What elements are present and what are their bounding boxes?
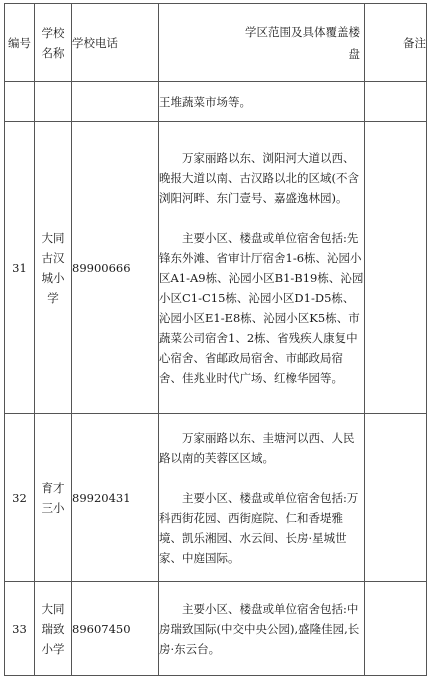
cell-range bbox=[159, 582, 365, 676]
cell-name bbox=[35, 414, 72, 582]
cell-name bbox=[35, 582, 72, 676]
school-name-line: 育才 bbox=[41, 480, 65, 495]
header-phone: 学校电话 bbox=[72, 4, 159, 82]
cell-no: 32 bbox=[5, 414, 35, 582]
school-name-line: 大同 bbox=[41, 230, 65, 245]
cell-range bbox=[159, 414, 365, 582]
range-paragraph: 主要小区、楼盘或单位宿舍包括:中房瑞致国际(中交中央公园),盛隆佳园,长房·东云台。 bbox=[159, 601, 360, 656]
cell-no: 31 bbox=[5, 122, 35, 414]
header-school-name bbox=[35, 4, 72, 82]
cell-no: 33 bbox=[5, 582, 35, 676]
header-range-line: 盘 bbox=[348, 46, 360, 61]
header-note: 备注 bbox=[365, 4, 427, 82]
cell-phone: 89920431 bbox=[72, 414, 159, 582]
table-header-row bbox=[5, 4, 427, 82]
table-row bbox=[5, 414, 427, 582]
table-row bbox=[5, 582, 427, 676]
school-name-line: 古汉 bbox=[41, 250, 65, 265]
school-name-line: 大同 bbox=[41, 601, 65, 616]
table-row bbox=[5, 82, 427, 122]
school-name-line: 小学 bbox=[41, 641, 65, 656]
school-district-table bbox=[4, 3, 427, 676]
cell-note bbox=[365, 582, 427, 676]
header-range-line: 学区范围及具体覆盖楼 bbox=[245, 24, 360, 39]
range-paragraph: 主要小区、楼盘或单位宿舍包括:先锋东外滩、省审计厅宿舍1-6栋、沁园小区A1-A9栋、沁园小区B1-B19栋、沁园小区C1-C15栋、沁园小区D1-D5栋、沁园小区E1-E8栋、沁园小区K5栋、市蔬菜公司宿舍1、2栋、省残疾人康复中心宿舍、省邮政局宿舍、市邮政局宿舍、佳兆业时代广场、红橡华园等。 bbox=[159, 230, 364, 385]
cell-phone: 89607450 bbox=[72, 582, 159, 676]
header-range bbox=[159, 4, 365, 82]
cell-phone bbox=[72, 82, 159, 122]
school-name-line: 学 bbox=[47, 290, 59, 305]
cell-phone: 89900666 bbox=[72, 122, 159, 414]
range-paragraph: 万家丽路以东、浏阳河大道以西、晚报大道以南、古汉路以北的区域(不含浏阳河畔、东门壹号、嘉盛逸林园)。 bbox=[159, 150, 359, 205]
header-school-name-line: 名称 bbox=[41, 45, 65, 60]
cell-name bbox=[35, 122, 72, 414]
range-paragraph: 主要小区、楼盘或单位宿舍包括:万科西街花园、西街庭院、仁和香堤雅境、凯乐湘园、水云间、长房·星城世家、中庭国际。 bbox=[159, 490, 359, 565]
cell-note bbox=[365, 122, 427, 414]
cell-note bbox=[365, 414, 427, 582]
school-name-line: 三小 bbox=[41, 500, 65, 515]
cell-range bbox=[159, 122, 365, 414]
cell-no bbox=[5, 82, 35, 122]
cell-name bbox=[35, 82, 72, 122]
cell-note bbox=[365, 82, 427, 122]
school-name-line: 瑞致 bbox=[41, 621, 65, 636]
range-paragraph: 万家丽路以东、圭塘河以西、人民路以南的芙蓉区区域。 bbox=[159, 430, 355, 465]
header-no: 编号 bbox=[5, 4, 35, 82]
table-row bbox=[5, 122, 427, 414]
school-name-line: 城小 bbox=[41, 270, 65, 285]
header-school-name-line: 学校 bbox=[41, 25, 65, 40]
cell-range-continued: 王堆蔬菜市场等。 bbox=[159, 82, 365, 122]
